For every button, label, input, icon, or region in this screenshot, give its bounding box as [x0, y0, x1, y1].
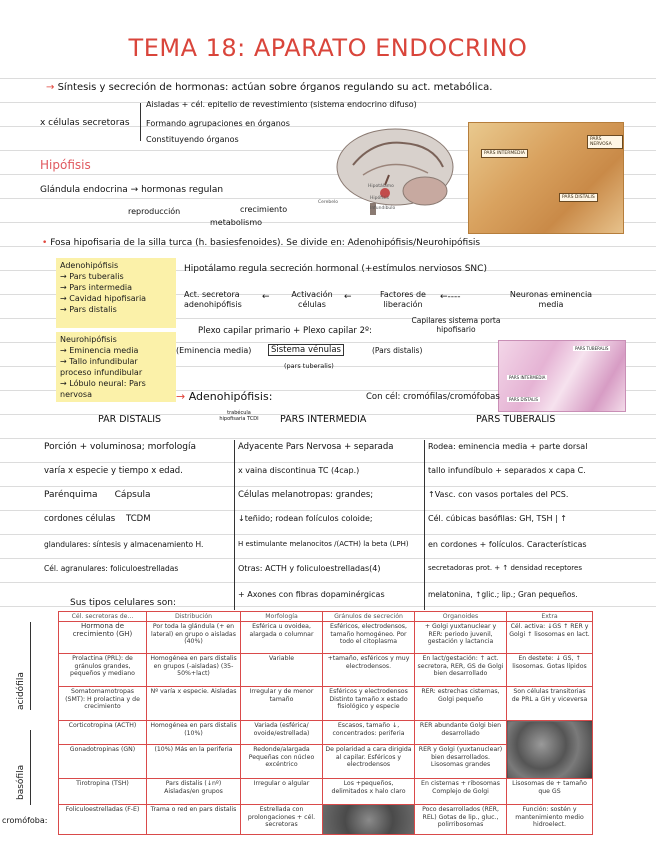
- histo-label-pars-intermedia: PARS INTERMEDIA: [481, 149, 528, 158]
- table-cell: Esféricos, electrodensos, tamaño homogéneo. Por todo el citoplasma: [323, 622, 415, 654]
- brace-icon: [30, 730, 31, 805]
- table-header-row: [59, 612, 593, 622]
- col3-line: tallo infundíbulo + separados x capa C.: [428, 466, 586, 475]
- neuro-box-item: → Eminencia media: [60, 346, 139, 355]
- side-label-acidofila: acidófila: [16, 672, 26, 710]
- table-cell: (10%) Más en la periferia: [147, 745, 241, 779]
- side-label-cromofoba: cromófoba:: [2, 816, 48, 825]
- electron-micrograph: [323, 805, 415, 835]
- dashed-arrow-icon: ←----: [440, 292, 461, 302]
- hipofisis-heading: Hipófisis: [40, 158, 91, 172]
- adeno-box-item: → Cavidad hipofisaria: [60, 294, 147, 303]
- table-cell: En lact/gestación: ↑ act. secretora, RER, GS de Golgi bien desarrollado: [415, 654, 507, 687]
- col1-line: Parénquima Cápsula: [44, 490, 151, 500]
- histo-label-pars-distalis: PARS DISTALIS: [559, 193, 598, 202]
- neurohipofisis-box: [56, 332, 176, 402]
- table-header: Gránulos de secreción: [323, 612, 415, 622]
- neuro-box-item: → Tallo infundibular: [60, 357, 138, 366]
- table-cell: En destete: ↓ GS, ↑ lisosomas. Gotas lípidos: [507, 654, 593, 687]
- col2-line: + Axones con fibras dopaminérgicas: [238, 590, 385, 599]
- col2-line: x vaina discontinua TC (4cap.): [238, 466, 360, 475]
- side-label-basofila: basófila: [16, 764, 26, 800]
- column-divider: [234, 440, 235, 610]
- adenohipofisis-box: [56, 258, 176, 328]
- col2-line: H estimulante melanocitos /(ACTH) la beta (LPH): [238, 540, 409, 548]
- table-cell: RER: estrechas cisternas, Golgi pequeño: [415, 687, 507, 721]
- table-row: [59, 687, 593, 721]
- table-cell: +tamaño, esféricos y muy electrodensos.: [323, 654, 415, 687]
- col3-line: melatonina, ↑glic.; lip.; Gran pequeños.: [428, 590, 578, 599]
- col3-line: Cél. cúbicas basófilas: GH, TSH | ↑: [428, 514, 567, 523]
- col-header-pars-tuberalis: PARS TUBERALIS: [476, 414, 556, 425]
- table-cell: + Golgi yuxtanuclear y RER: periodo juvenil, gestación y lactancia: [415, 622, 507, 654]
- adeno-box-item: → Pars intermedia: [60, 283, 133, 292]
- table-cell: Somatomamotropas (SMT): H prolactina y de crecimiento: [59, 687, 147, 721]
- table-cell: Tirotropina (TSH): [59, 779, 147, 805]
- neuro-box-item: → Lóbulo neural: Pars nervosa: [60, 379, 146, 399]
- table-cell: Función: sostén y mantenimiento medio hidroelect.: [507, 805, 593, 835]
- table-row: [59, 721, 593, 745]
- table-cell: Estrellada con prolongaciones + cél. secretoras: [241, 805, 323, 835]
- table-cell: RER abundante Golgi bien desarrollado: [415, 721, 507, 745]
- table-cell: RER y Golgi (yuxtanuclear) bien desarrollados. Lisosomas grandes: [415, 745, 507, 779]
- brace-icon: [30, 622, 31, 710]
- col3-line: en cordones + folículos. Características: [428, 540, 587, 549]
- col3-line: ↑Vasc. con vasos portales del PCS.: [428, 490, 569, 499]
- left-arrow-icon: ←: [344, 292, 352, 302]
- table-intro: Sus tipos celulares son:: [70, 598, 176, 608]
- col-header-pars-intermedia: PARS INTERMEDIA: [280, 414, 367, 425]
- red-arrow-icon: →: [176, 390, 186, 403]
- table-row: [59, 622, 593, 654]
- table-cell: Gonadotropinas (GN): [59, 745, 147, 779]
- col1-line: cordones células TCDM: [44, 514, 151, 524]
- pituitary-histology-figure: [468, 122, 624, 234]
- table-cell: Corticotropina (ACTH): [59, 721, 147, 745]
- factores: Factores de liberación: [380, 290, 426, 309]
- table-cell: Pars distalis (↓nº) Aisladas/en grupos: [147, 779, 241, 805]
- table-cell: De polaridad a cara dirigida al capilar. Esféricos y electrodensos: [323, 745, 415, 779]
- histo-label-pars-nervosa: PARS NERVOSA: [587, 135, 623, 149]
- table-row: [59, 654, 593, 687]
- fosa-text: Fosa hipofisaria de la silla turca (h. basiesfenoides). Se divide en: Adenohipófisis/Neurohipófisis: [50, 238, 481, 248]
- table-cell: Redonde/alargada Pequeñas con núcleo excéntrico: [241, 745, 323, 779]
- neuronas: Neuronas eminencia media: [509, 290, 593, 309]
- col1-line: Cél. agranulares: foliculoestrelladas: [44, 564, 179, 573]
- regulation-line: Hipotálamo regula secreción hormonal (+estímulos nerviosos SNC): [184, 264, 487, 274]
- table-cell: Esféricos y electrodensos Distinto tamaño x estado fisiológico y especie: [323, 687, 415, 721]
- pars-tuberalis-note: (pars tuberalis): [284, 362, 334, 370]
- sistema-venulas: Sistema vénulas: [268, 344, 344, 356]
- table-cell: Esférica u ovoidea, alargada o columnar: [241, 622, 323, 654]
- adeno-box-item: → Pars tuberalis: [60, 272, 124, 281]
- brace-icon: [140, 103, 141, 141]
- table-cell: Homogénea en pars distalis (10%): [147, 721, 241, 745]
- micro-label-pars-distalis: PARS DISTALIS: [509, 397, 539, 402]
- col1-line: glandulares: síntesis y almacenamiento H.: [44, 540, 204, 549]
- neuro-box-title: Neurohipófisis: [60, 335, 117, 344]
- hipofisis-reproduccion: reproducción: [128, 207, 181, 216]
- adeno-box-title: Adenohipófisis: [60, 261, 119, 270]
- table-cell: Foliculoestrelladas (F-E): [59, 805, 147, 835]
- intro-text: Síntesis y secreción de hormonas: actúan sobre órganos regulando su act. metabólica.: [57, 82, 493, 93]
- intro-line: [46, 82, 492, 93]
- plexo: Plexo capilar primario + Plexo capilar 2º:: [198, 326, 372, 336]
- bullet-icon: •: [42, 238, 48, 248]
- table-cell: Prolactina (PRL): de gránulos grandes, pequeños y mediano: [59, 654, 147, 687]
- table-row: [59, 805, 593, 835]
- col1-line: varía x especie y tiempo x edad.: [44, 466, 183, 476]
- micrograph-figure: [498, 340, 626, 412]
- adeno-box-item: → Pars distalis: [60, 305, 117, 314]
- table-header: Morfología: [241, 612, 323, 622]
- table-cell: Variada (esférica/ ovoide/estrellada): [241, 721, 323, 745]
- col1-line: Porción + voluminosa; morfología: [44, 442, 197, 452]
- table-cell: Escasos, tamaño ↓, concentrados: periferia: [323, 721, 415, 745]
- cell-types-table: [58, 611, 593, 835]
- table-cell: Cél. activa: ↓GS ↑ RER y Golgi ↑ lisosomas en lact.: [507, 622, 593, 654]
- col2-line: Células melanotropas: grandes;: [238, 490, 374, 500]
- table-cell: Lisosomas de + tamaño que GS: [507, 779, 593, 805]
- col3-line: Rodea: eminencia media + parte dorsal: [428, 442, 588, 451]
- hipofisis-crecimiento: crecimiento: [240, 205, 288, 214]
- brain-label-hipofisis: Hipófisis: [370, 196, 390, 201]
- red-arrow-icon: →: [46, 82, 55, 93]
- col2-line: Adyacente Pars Nervosa + separada: [238, 442, 394, 452]
- brain-label-cerebelo: Cerebelo: [318, 200, 339, 205]
- adeno-heading: Adenohipófisis:: [188, 390, 273, 403]
- col3-line: secretadoras prot. + ↑ densidad receptores: [428, 564, 582, 572]
- table-cell: En cisternas + ribosomas Complejo de Golgi: [415, 779, 507, 805]
- table-cell: Irregular y de menor tamaño: [241, 687, 323, 721]
- col2-line: ↓teñido; rodean folículos coloide;: [238, 514, 373, 523]
- eminencia: (Eminencia media): [176, 346, 252, 355]
- secretoras-branch-2: Formando agrupaciones en órganos: [146, 119, 290, 128]
- table-cell: Por toda la glándula (+ en lateral) en grupo o aisladas (40%): [147, 622, 241, 654]
- pars-distalis-note: (Pars distalis): [372, 346, 423, 355]
- table-cell: Hormona de crecimiento (GH): [59, 622, 147, 654]
- fosa-line: [42, 238, 480, 248]
- column-divider: [424, 440, 425, 610]
- hipofisis-metabolismo: metabolismo: [210, 218, 263, 227]
- table-cell: Variable: [241, 654, 323, 687]
- micro-label-pars-tuberalis: PARS TUBERALIS: [575, 346, 609, 351]
- left-arrow-icon: ←: [262, 292, 270, 302]
- capilares: Capilares sistema porta hipofisario: [411, 316, 501, 334]
- activacion: Activación células: [291, 290, 333, 309]
- table-row: [59, 779, 593, 805]
- table-header: Cél. secretoras de...: [59, 612, 147, 622]
- adeno-heading-line: [176, 390, 272, 403]
- table-cell: Nº varía x especie. Aisladas: [147, 687, 241, 721]
- micro-label-pars-intermedia: PARS INTERMEDIA: [509, 375, 546, 380]
- neuro-box-item: proceso infundibular: [60, 368, 143, 377]
- table-cell: Son células transitorias de PRL a GH y viceversa: [507, 687, 593, 721]
- adeno-note: Con cél: cromófilas/cromófobas: [366, 392, 500, 402]
- page-title: TEMA 18: APARATO ENDOCRINO: [128, 34, 528, 62]
- brain-label-hipotalamo: Hipotálamo: [368, 184, 394, 189]
- secretoras-label: x células secretoras: [40, 118, 130, 128]
- table-cell: Homogénea en pars distalis en grupos (-aisladas) (35-50%+lact): [147, 654, 241, 687]
- table-cell: Poco desarrollados (RER, REL) Gotas de lip., gluc., polirribosomas: [415, 805, 507, 835]
- act-secretora: Act. secretora adenohipófisis: [184, 290, 242, 309]
- brain-figure: [333, 125, 463, 215]
- electron-micrograph: [507, 721, 593, 779]
- table-cell: Irregular o algular: [241, 779, 323, 805]
- col2-line: Otras: ACTH y foliculoestrelladas(4): [238, 564, 381, 573]
- trabecula-note: trabécula hipofisaria TCDI: [219, 410, 259, 422]
- table-header: Organoides: [415, 612, 507, 622]
- table-cell: Los +pequeños, delimitados x halo claro: [323, 779, 415, 805]
- brain-label-infundibulo: Infundíbulo: [370, 206, 396, 211]
- col-header-pars-distalis: PAR DISTALIS: [98, 414, 162, 425]
- table-header: Distribución: [147, 612, 241, 622]
- secretoras-branch-3: Constituyendo órganos: [146, 135, 239, 144]
- table-header: Extra: [507, 612, 593, 622]
- hipofisis-line-1: Glándula endocrina → hormonas regulan: [40, 185, 224, 195]
- table-cell: Trama o red en pars distalis: [147, 805, 241, 835]
- secretoras-branch-1: Aisladas + cél. epitelio de revestimiento (sistema endocrino difuso): [146, 100, 417, 109]
